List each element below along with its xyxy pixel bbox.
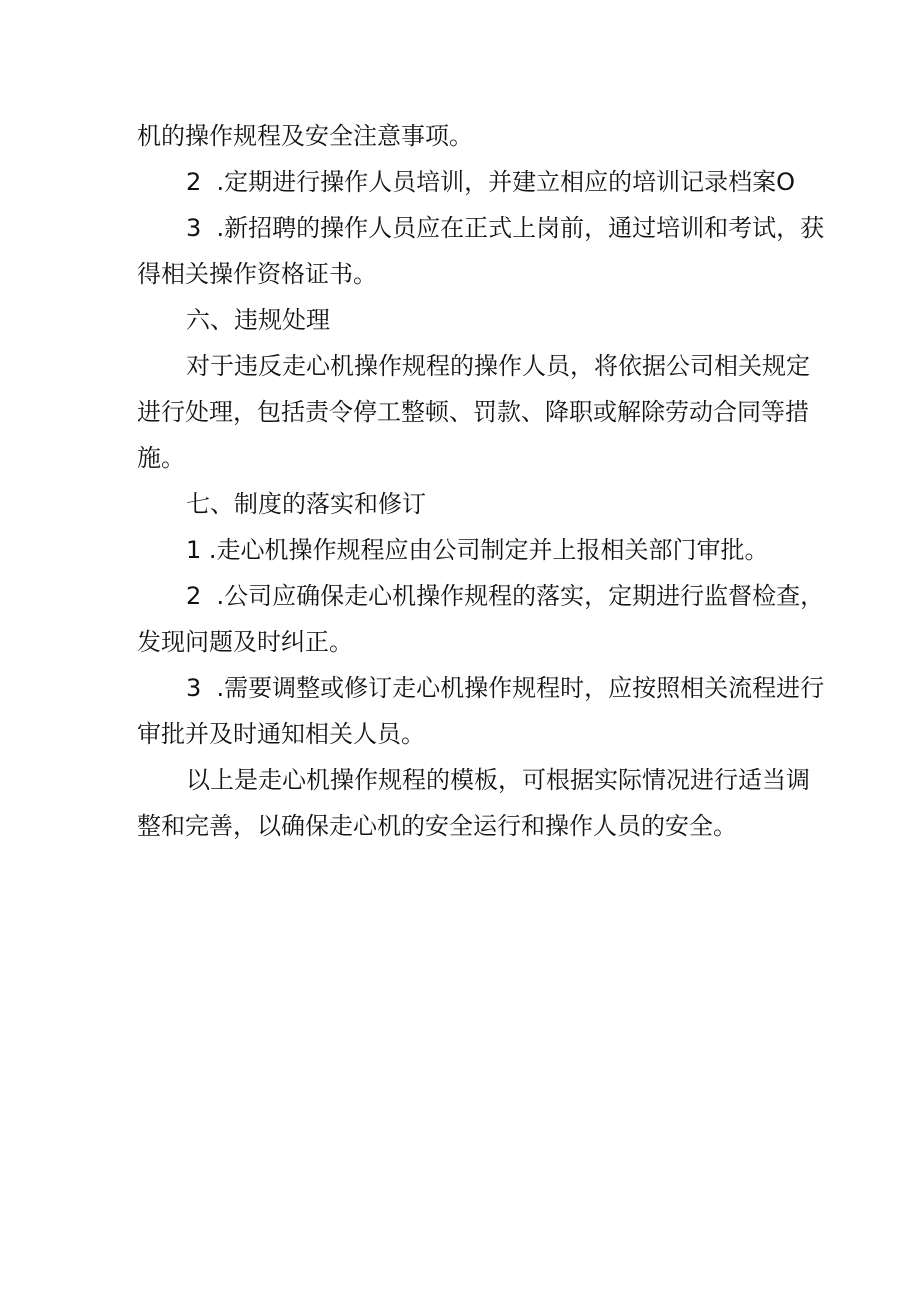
text-line: 以上是走心机操作规程的模板，可根据实际情况进行适当调 <box>186 766 810 794</box>
text-line: 对于违反走心机操作规程的操作人员，将依据公司相关规定 <box>186 352 810 380</box>
text-line: 3 .需要调整或修订走心机操作规程时，应按照相关流程进行 <box>186 674 825 702</box>
text-line: 2 .公司应确保走心机操作规程的落实，定期进行监督检查， <box>186 582 825 610</box>
text-line: 机的操作规程及安全注意事项。 <box>137 122 473 150</box>
text-line: 整和完善，以确保走心机的安全运行和操作人员的安全。 <box>137 812 737 840</box>
text-line: 3 .新招聘的操作人员应在正式上岗前，通过培训和考试，获 <box>186 214 825 242</box>
text-line: 2 .定期进行操作人员培训，并建立相应的培训记录档案O <box>186 168 796 196</box>
text-line: 发现问题及时纠正。 <box>137 628 353 656</box>
section-heading: 六、违规处理 <box>186 306 330 334</box>
section-heading: 七、制度的落实和修订 <box>186 490 426 518</box>
document-body <box>137 113 825 849</box>
text-line: 得相关操作资格证书。 <box>137 260 377 288</box>
text-line: 施。 <box>137 444 185 472</box>
text-line: 审批并及时通知相关人员。 <box>137 720 425 748</box>
text-line: 1 .走心机操作规程应由公司制定并上报相关部门审批。 <box>186 536 769 564</box>
text-line: 进行处理，包括责令停工整顿、罚款、降职或解除劳动合同等措 <box>137 398 809 426</box>
